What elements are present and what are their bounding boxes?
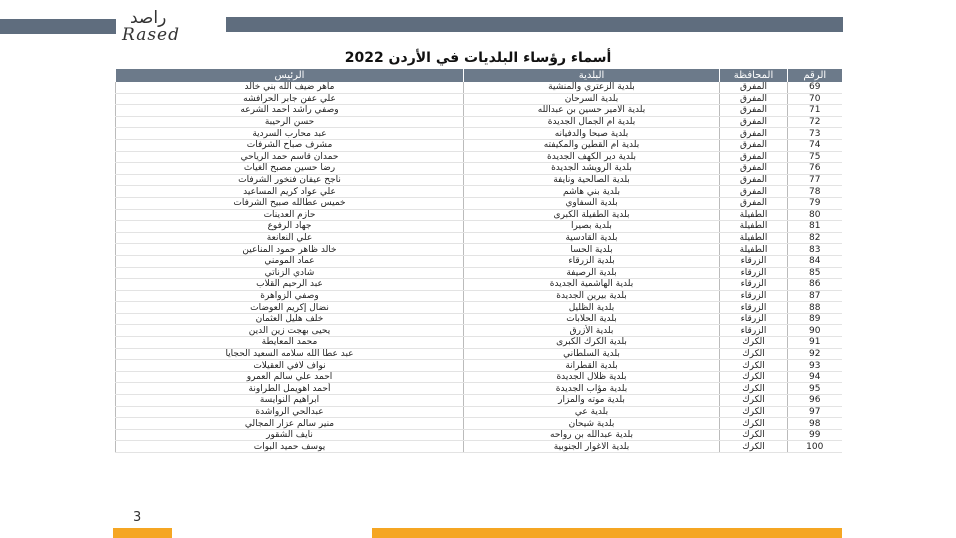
row-municipality: بلدية الحلابات (464, 313, 720, 325)
header-governorate: المحافظة (720, 69, 788, 82)
row-governorate: المفرق (720, 105, 788, 117)
row-municipality: بلدية الطفيلة الكبرى (464, 209, 720, 221)
row-head: حسن الرحيبة (116, 116, 464, 128)
table-header-row (116, 69, 842, 82)
row-governorate: الكرك (720, 418, 788, 430)
row-head: عبد الرحيم القلاب (116, 279, 464, 291)
row-governorate: الكرك (720, 348, 788, 360)
row-municipality: بلدية بصيرا (464, 221, 720, 233)
row-number: 89 (788, 313, 842, 325)
row-number: 86 (788, 279, 842, 291)
row-municipality: بلدية ام الجمال الجديدة (464, 116, 720, 128)
row-number: 77 (788, 174, 842, 186)
table-row (116, 325, 842, 337)
rased-logo (122, 8, 222, 45)
row-governorate: الزرقاء (720, 302, 788, 314)
row-governorate: الزرقاء (720, 279, 788, 291)
row-governorate: الكرك (720, 360, 788, 372)
row-municipality: بلدية القطرانة (464, 360, 720, 372)
table-row (116, 116, 842, 128)
row-number: 72 (788, 116, 842, 128)
table-row (116, 221, 842, 233)
row-number: 94 (788, 371, 842, 383)
page-number: 3 (133, 510, 142, 525)
row-number: 93 (788, 360, 842, 372)
row-number: 90 (788, 325, 842, 337)
table-row (116, 255, 842, 267)
row-number: 100 (788, 441, 842, 453)
table-row (116, 429, 842, 441)
row-head: وصفي الزواهرة (116, 290, 464, 302)
row-head: محمد المعايطة (116, 337, 464, 349)
row-head: احمد علي سالم العمرو (116, 371, 464, 383)
row-number: 69 (788, 82, 842, 93)
row-municipality: بلدية الحسا (464, 244, 720, 256)
table-row (116, 441, 842, 453)
row-number: 81 (788, 221, 842, 233)
row-governorate: المفرق (720, 93, 788, 105)
table-row (116, 348, 842, 360)
row-head: جهاد الرفوع (116, 221, 464, 233)
table-row (116, 302, 842, 314)
row-number: 96 (788, 395, 842, 407)
row-municipality: بلدية الكرك الكبرى (464, 337, 720, 349)
row-number: 75 (788, 151, 842, 163)
row-number: 88 (788, 302, 842, 314)
document-page (115, 47, 841, 477)
row-municipality: بلدية السرحان (464, 93, 720, 105)
row-head: عبدالحي الرواشدة (116, 406, 464, 418)
mayors-table (115, 69, 842, 453)
row-municipality: بلدية الاغوار الجنوبية (464, 441, 720, 453)
row-governorate: المفرق (720, 163, 788, 175)
row-number: 79 (788, 197, 842, 209)
row-governorate: الكرك (720, 371, 788, 383)
row-governorate: المفرق (720, 174, 788, 186)
row-municipality: بلدية بيرين الجديدة (464, 290, 720, 302)
row-head: عبد عطا الله سلامه السعيد الحجايا (116, 348, 464, 360)
table-row (116, 197, 842, 209)
row-governorate: الزرقاء (720, 290, 788, 302)
row-municipality: بلدية عي (464, 406, 720, 418)
table-row (116, 395, 842, 407)
table-row (116, 371, 842, 383)
page-title: أسماء رؤساء البلديات في الأردن 2022 (344, 50, 612, 66)
row-municipality: بلدية الزعتري والمنشية (464, 82, 720, 93)
row-governorate: المفرق (720, 128, 788, 140)
row-governorate: الكرك (720, 395, 788, 407)
row-municipality: بلدية السفاوي (464, 197, 720, 209)
row-governorate: الكرك (720, 383, 788, 395)
row-number: 73 (788, 128, 842, 140)
table-row (116, 128, 842, 140)
row-governorate: المفرق (720, 82, 788, 93)
row-governorate: المفرق (720, 139, 788, 151)
table-row (116, 174, 842, 186)
row-head: مشرف صباح الشرفات (116, 139, 464, 151)
row-head: حازم العدينات (116, 209, 464, 221)
row-municipality: بلدية القادسية (464, 232, 720, 244)
header-municipality: البلدية (464, 69, 720, 82)
row-number: 99 (788, 429, 842, 441)
row-head: شادي الزناتي (116, 267, 464, 279)
row-governorate: الطفيلة (720, 209, 788, 221)
bottom-bar-right (372, 528, 842, 538)
row-head: علي النعانعة (116, 232, 464, 244)
logo-arabic: راصد (130, 8, 167, 28)
row-governorate: الطفيلة (720, 232, 788, 244)
row-governorate: المفرق (720, 116, 788, 128)
row-head: يحيى بهجت زين الدين (116, 325, 464, 337)
table-row (116, 267, 842, 279)
top-bar-left (0, 19, 116, 34)
row-head: يوسف حميد البوات (116, 441, 464, 453)
row-head: حمدان قاسم حمد الرياحي (116, 151, 464, 163)
row-number: 95 (788, 383, 842, 395)
row-head: ماهر ضيف الله بني خالد (116, 82, 464, 93)
row-number: 74 (788, 139, 842, 151)
row-head: عبد محارب السردية (116, 128, 464, 140)
row-number: 80 (788, 209, 842, 221)
row-head: ناجح عيفان فنخور الشرفات (116, 174, 464, 186)
row-number: 76 (788, 163, 842, 175)
logo-latin: Rased (122, 25, 180, 45)
top-bar-right (226, 17, 843, 32)
table-row (116, 163, 842, 175)
row-municipality: بلدية صبحا والدفيانه (464, 128, 720, 140)
row-municipality: بلدية السلطاني (464, 348, 720, 360)
row-municipality: بلدية بني هاشم (464, 186, 720, 198)
row-number: 84 (788, 255, 842, 267)
row-number: 91 (788, 337, 842, 349)
row-number: 92 (788, 348, 842, 360)
row-number: 87 (788, 290, 842, 302)
row-municipality: بلدية الرصيفة (464, 267, 720, 279)
row-head: نواف لافي العقيلات (116, 360, 464, 372)
row-number: 97 (788, 406, 842, 418)
row-municipality: بلدية الأزرق (464, 325, 720, 337)
row-municipality: بلدية الزرقاء (464, 255, 720, 267)
row-governorate: المفرق (720, 186, 788, 198)
row-municipality: بلدية الهاشمية الجديدة (464, 279, 720, 291)
row-head: نايف الشقور (116, 429, 464, 441)
row-governorate: الزرقاء (720, 255, 788, 267)
row-number: 78 (788, 186, 842, 198)
row-municipality: بلدية الامير حسين بن عبدالله (464, 105, 720, 117)
row-head: خميس عطالله صبيح الشرفات (116, 197, 464, 209)
row-number: 71 (788, 105, 842, 117)
row-municipality: بلدية الصالحية ونايفة (464, 174, 720, 186)
row-governorate: المفرق (720, 197, 788, 209)
table-row (116, 139, 842, 151)
row-municipality: بلدية الرويشد الجديدة (464, 163, 720, 175)
table-row (116, 105, 842, 117)
row-head: علي عفن جابر الحرافشه (116, 93, 464, 105)
row-municipality: بلدية عبدالله بن رواحه (464, 429, 720, 441)
table-row (116, 209, 842, 221)
table-row (116, 279, 842, 291)
bottom-bar-left (113, 528, 172, 538)
row-municipality: بلدية ام القطين والمكيفته (464, 139, 720, 151)
row-number: 85 (788, 267, 842, 279)
table-row (116, 232, 842, 244)
row-head: خالد ظاهر حمود المناعين (116, 244, 464, 256)
table-row (116, 383, 842, 395)
row-governorate: الكرك (720, 441, 788, 453)
row-head: وصفي راشد احمد الشرعه (116, 105, 464, 117)
table-row (116, 244, 842, 256)
row-municipality: بلدية ظلال الجديدة (464, 371, 720, 383)
row-governorate: الزرقاء (720, 313, 788, 325)
table-row (116, 186, 842, 198)
table-row (116, 313, 842, 325)
row-number: 70 (788, 93, 842, 105)
row-municipality: بلدية مؤاب الجديدة (464, 383, 720, 395)
header-head: الرئيس (116, 69, 464, 82)
table-row (116, 151, 842, 163)
row-head: خلف هليل العثمان (116, 313, 464, 325)
row-governorate: الكرك (720, 406, 788, 418)
row-head: علي عواد كريم المساعيد (116, 186, 464, 198)
row-governorate: الزرقاء (720, 267, 788, 279)
row-governorate: المفرق (720, 151, 788, 163)
row-head: نضال إكريم العوضات (116, 302, 464, 314)
table-row (116, 82, 842, 93)
row-head: ابراهيم النوايسة (116, 395, 464, 407)
row-number: 98 (788, 418, 842, 430)
row-head: منير سالم عزار المجالي (116, 418, 464, 430)
row-governorate: الكرك (720, 429, 788, 441)
row-head: عماد المومني (116, 255, 464, 267)
row-head: رضا حسين مصبح الغياث (116, 163, 464, 175)
table-row (116, 418, 842, 430)
table-row (116, 337, 842, 349)
header-number: الرقم (788, 69, 842, 82)
row-head: أحمد اهويمل الطراونة (116, 383, 464, 395)
table-row (116, 406, 842, 418)
table-row (116, 93, 842, 105)
row-governorate: الطفيلة (720, 221, 788, 233)
row-governorate: الطفيلة (720, 244, 788, 256)
row-municipality: بلدية الظليل (464, 302, 720, 314)
row-number: 82 (788, 232, 842, 244)
table-row (116, 360, 842, 372)
table-row (116, 290, 842, 302)
row-municipality: بلدية دير الكهف الجديدة (464, 151, 720, 163)
row-municipality: بلدية شيحان (464, 418, 720, 430)
row-municipality: بلدية موته والمزار (464, 395, 720, 407)
row-number: 83 (788, 244, 842, 256)
row-governorate: الزرقاء (720, 325, 788, 337)
row-governorate: الكرك (720, 337, 788, 349)
